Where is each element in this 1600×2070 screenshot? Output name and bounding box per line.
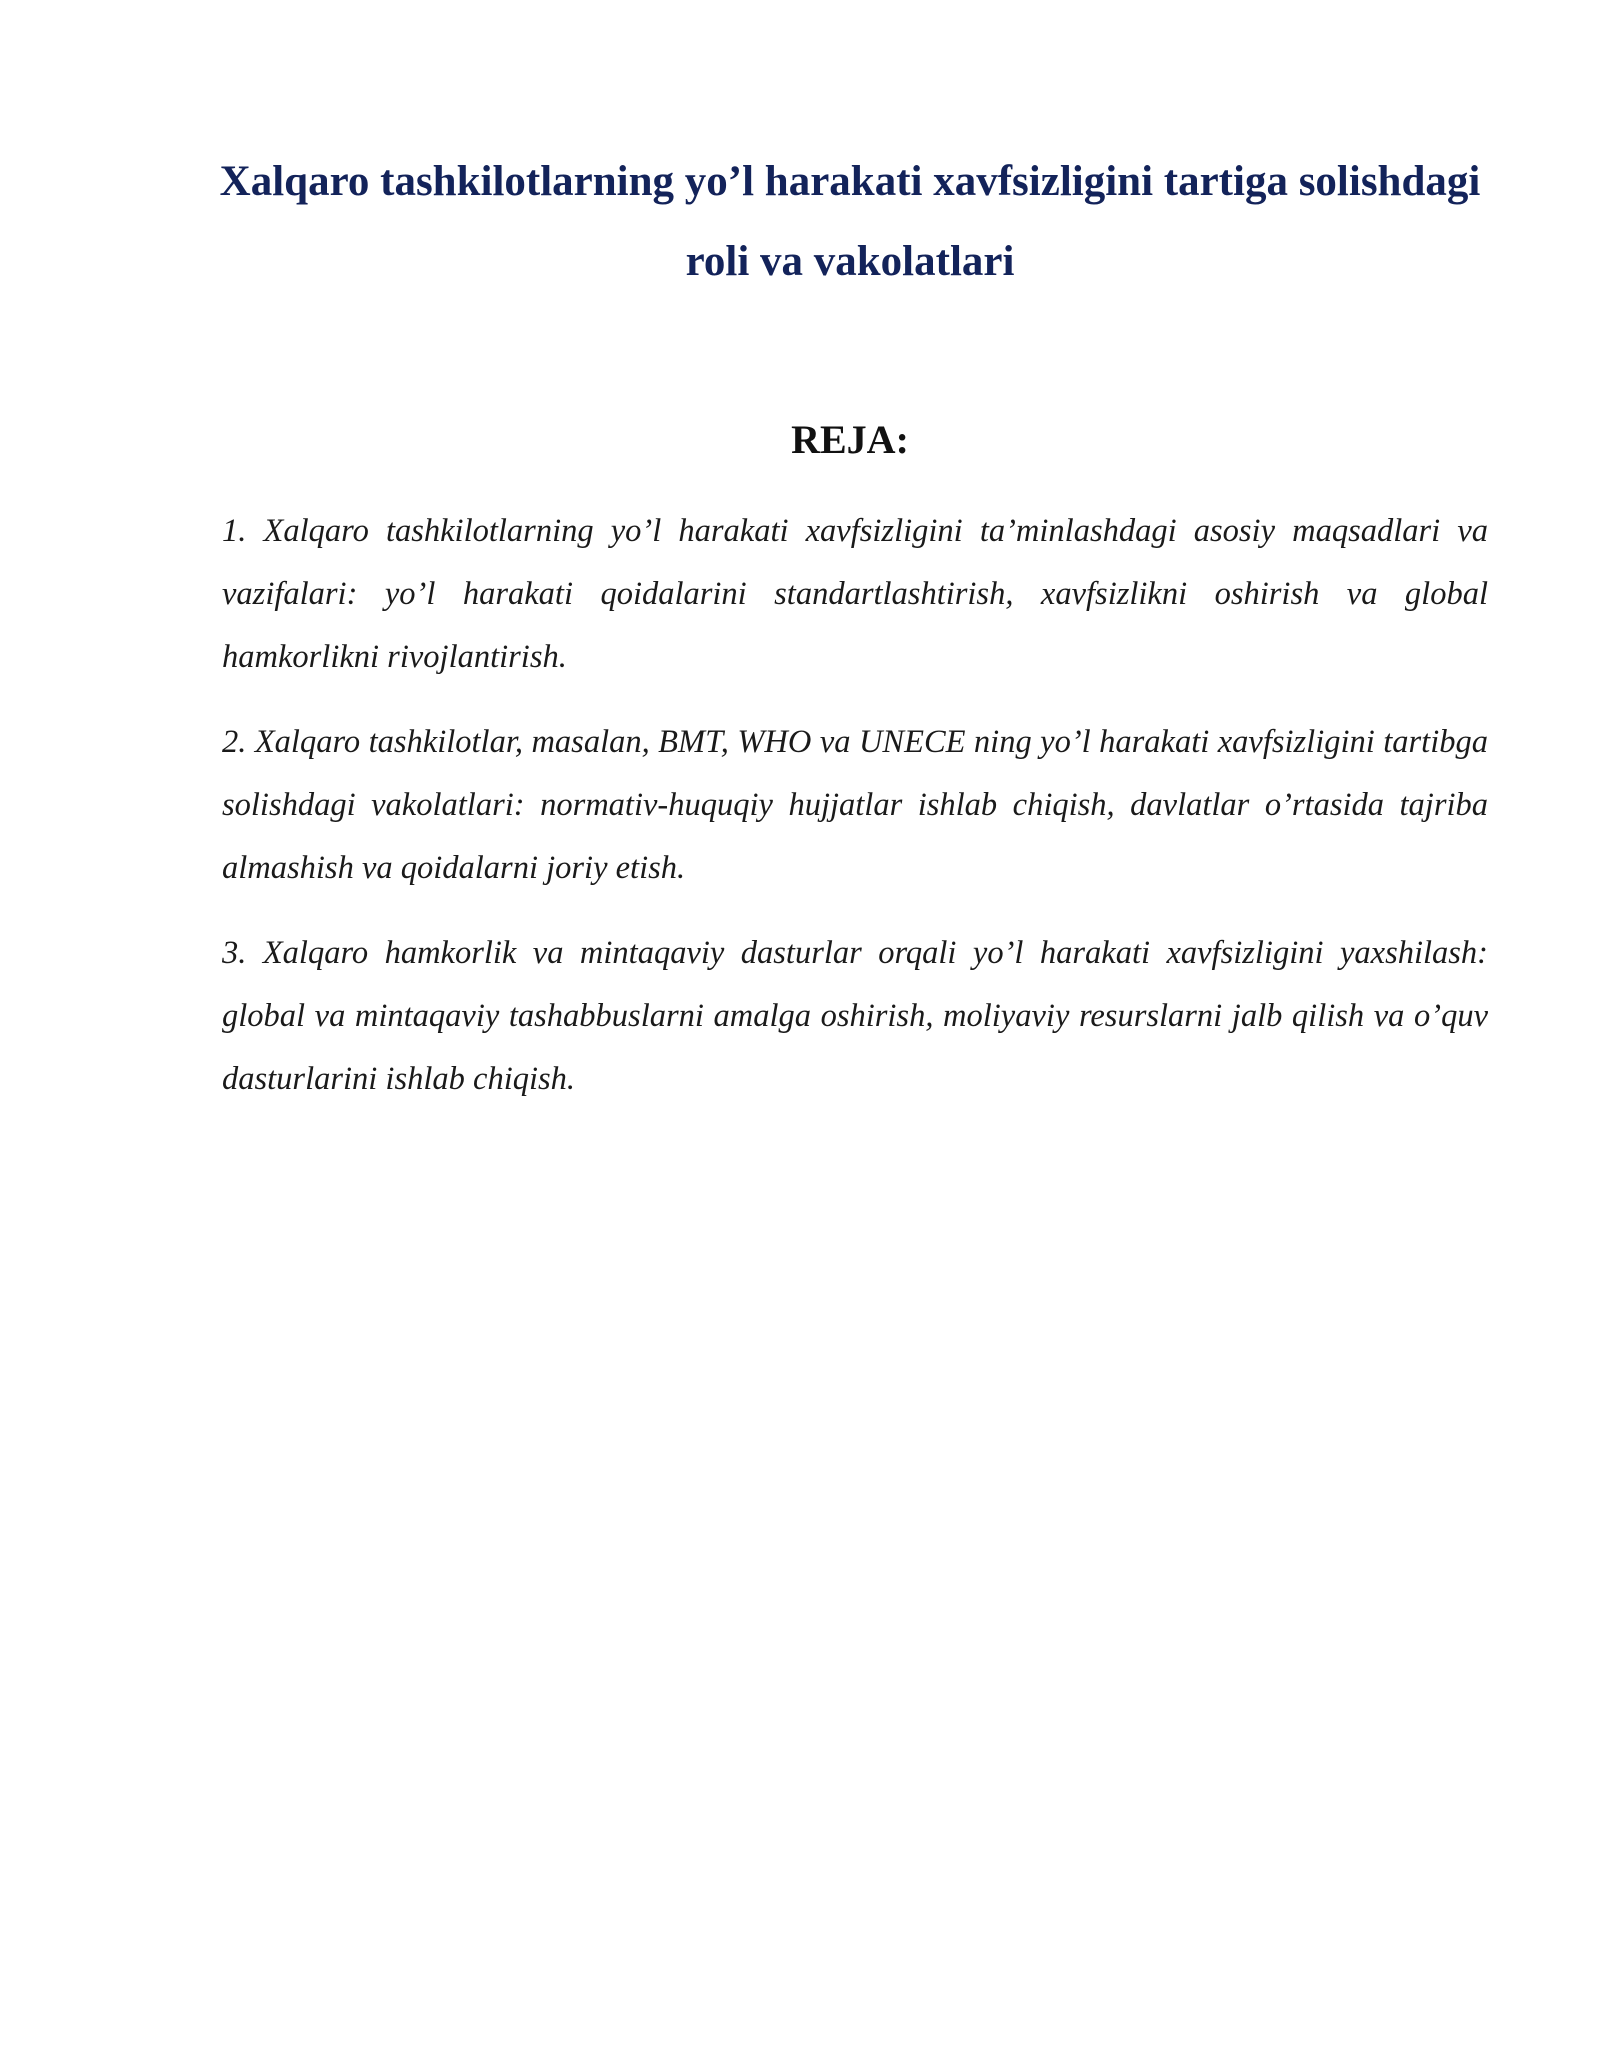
plan-list — [222, 500, 1488, 1133]
document-title: Xalqaro tashkilotlarning yo’l harakati xavfsizligini tartiga solishdagi roli va vakolatlari — [219, 158, 1481, 285]
plan-item-1: 1. Xalqaro tashkilotlarning yo’l harakati xavfsizligini ta’minlashdagi asosiy maqsadlari va vazifalari: yo’l harakati qoidalarini standartlashtirish, xavfsizlikni oshirish va global hamkorlikni rivojlantirish. — [222, 513, 1488, 675]
plan-heading: REJA: — [791, 417, 909, 462]
plan-item-2: 2. Xalqaro tashkilotlar, masalan, BMT, WHO va UNECE ning yo’l harakati xavfsizligini tartibga solishdagi vakolatlari: normativ-huquqiy hujjatlar ishlab chiqish, davlatlar o’rtasida tajriba almashish va qoidalarni joriy etish. — [222, 724, 1488, 886]
plan-item-3: 3. Xalqaro hamkorlik va mintaqaviy dasturlar orqali yo’l harakati xavfsizligini yaxshilash: global va mintaqaviy tashabbuslarni amalga oshirish, moliyaviy resurslarni jalb qilish va o’quv dasturlarini ishlab chiqish. — [222, 935, 1488, 1097]
